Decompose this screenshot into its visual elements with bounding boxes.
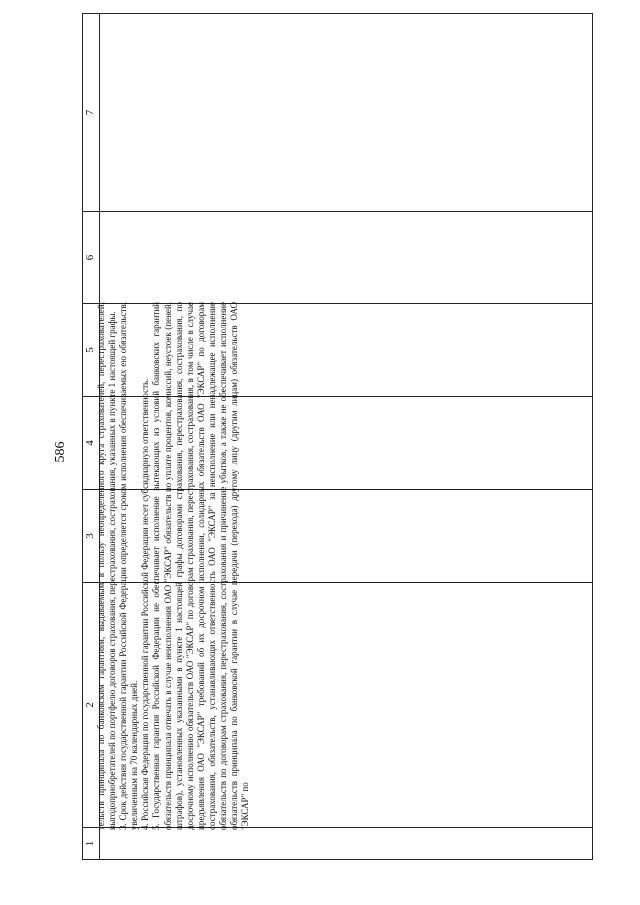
paragraph-3-term: 3. Срок действия государственной гарантии Российской Федерации определяется сроком исполнения обеспечиваемых ею обязательств, увеличенным на 70 календарных дней. [118,302,140,830]
column-header-5: 5 [83,304,100,397]
page-number: 586 [53,441,68,463]
cell-col-1 [100,828,593,860]
paragraph-guarantee-continuation: тельств принципала по банковским гарантиям, выдаваемым в пользу неопределенного круга страхователей, перестрахователей, выгодоприобретателей по портфелю договоров страхования, перестрахования, сострахования, указанных в пункте 1 настоящей графы. [96,302,118,830]
column-header-3: 3 [83,490,100,583]
column-header-4: 4 [83,397,100,490]
column-header-2: 2 [83,583,100,828]
column-7-text [96,302,294,830]
column-header-6: 6 [83,212,100,304]
paragraph-4-subsidiary-liability: 4. Российская Федерация по государственной гарантии Российской Федерации несет субсидиарную ответственность. [140,378,151,830]
paragraph-5-exclusions: 5. Государственная гарантия Российской Федерации не обеспечивает исполнение вытекающих из условий банковских гарантий обязательств принципала отвечать в случае неисполнения ОАО "ЭКСАР" обязательств по уплате процентов, комиссий, неустоек (пеней, штрафов), установленных указанными в пункте 1 настоящей графы договорами страхования, перестрахования, сострахования, по досрочному исполнению обязательств ОАО "ЭКСАР" по договорам страхования, перестрахования, сострахования, в том числе в случае предъявления ОАО "ЭКСАР" требований об их досрочном исполнении, солидарных обязательств ОАО "ЭКСАР" по договорам сострахования, обязательств, устанавливающих ответственность ОАО "ЭКСАР" за неисполнение или ненадлежащее исполнение обязательств по договорам страхования, перестрахования, сострахования и причинение убытков, а также не обеспечивает исполнение обязательств принципала по банковской гарантии в случае передачи (перехода) другому лицу (другим лицам) обязательств ОАО "ЭКСАР" по [151,302,251,830]
column-header-1: 1 [83,828,100,860]
column-header-7: 7 [83,14,100,212]
cell-col-7 [100,14,593,212]
cell-col-6 [100,212,593,304]
